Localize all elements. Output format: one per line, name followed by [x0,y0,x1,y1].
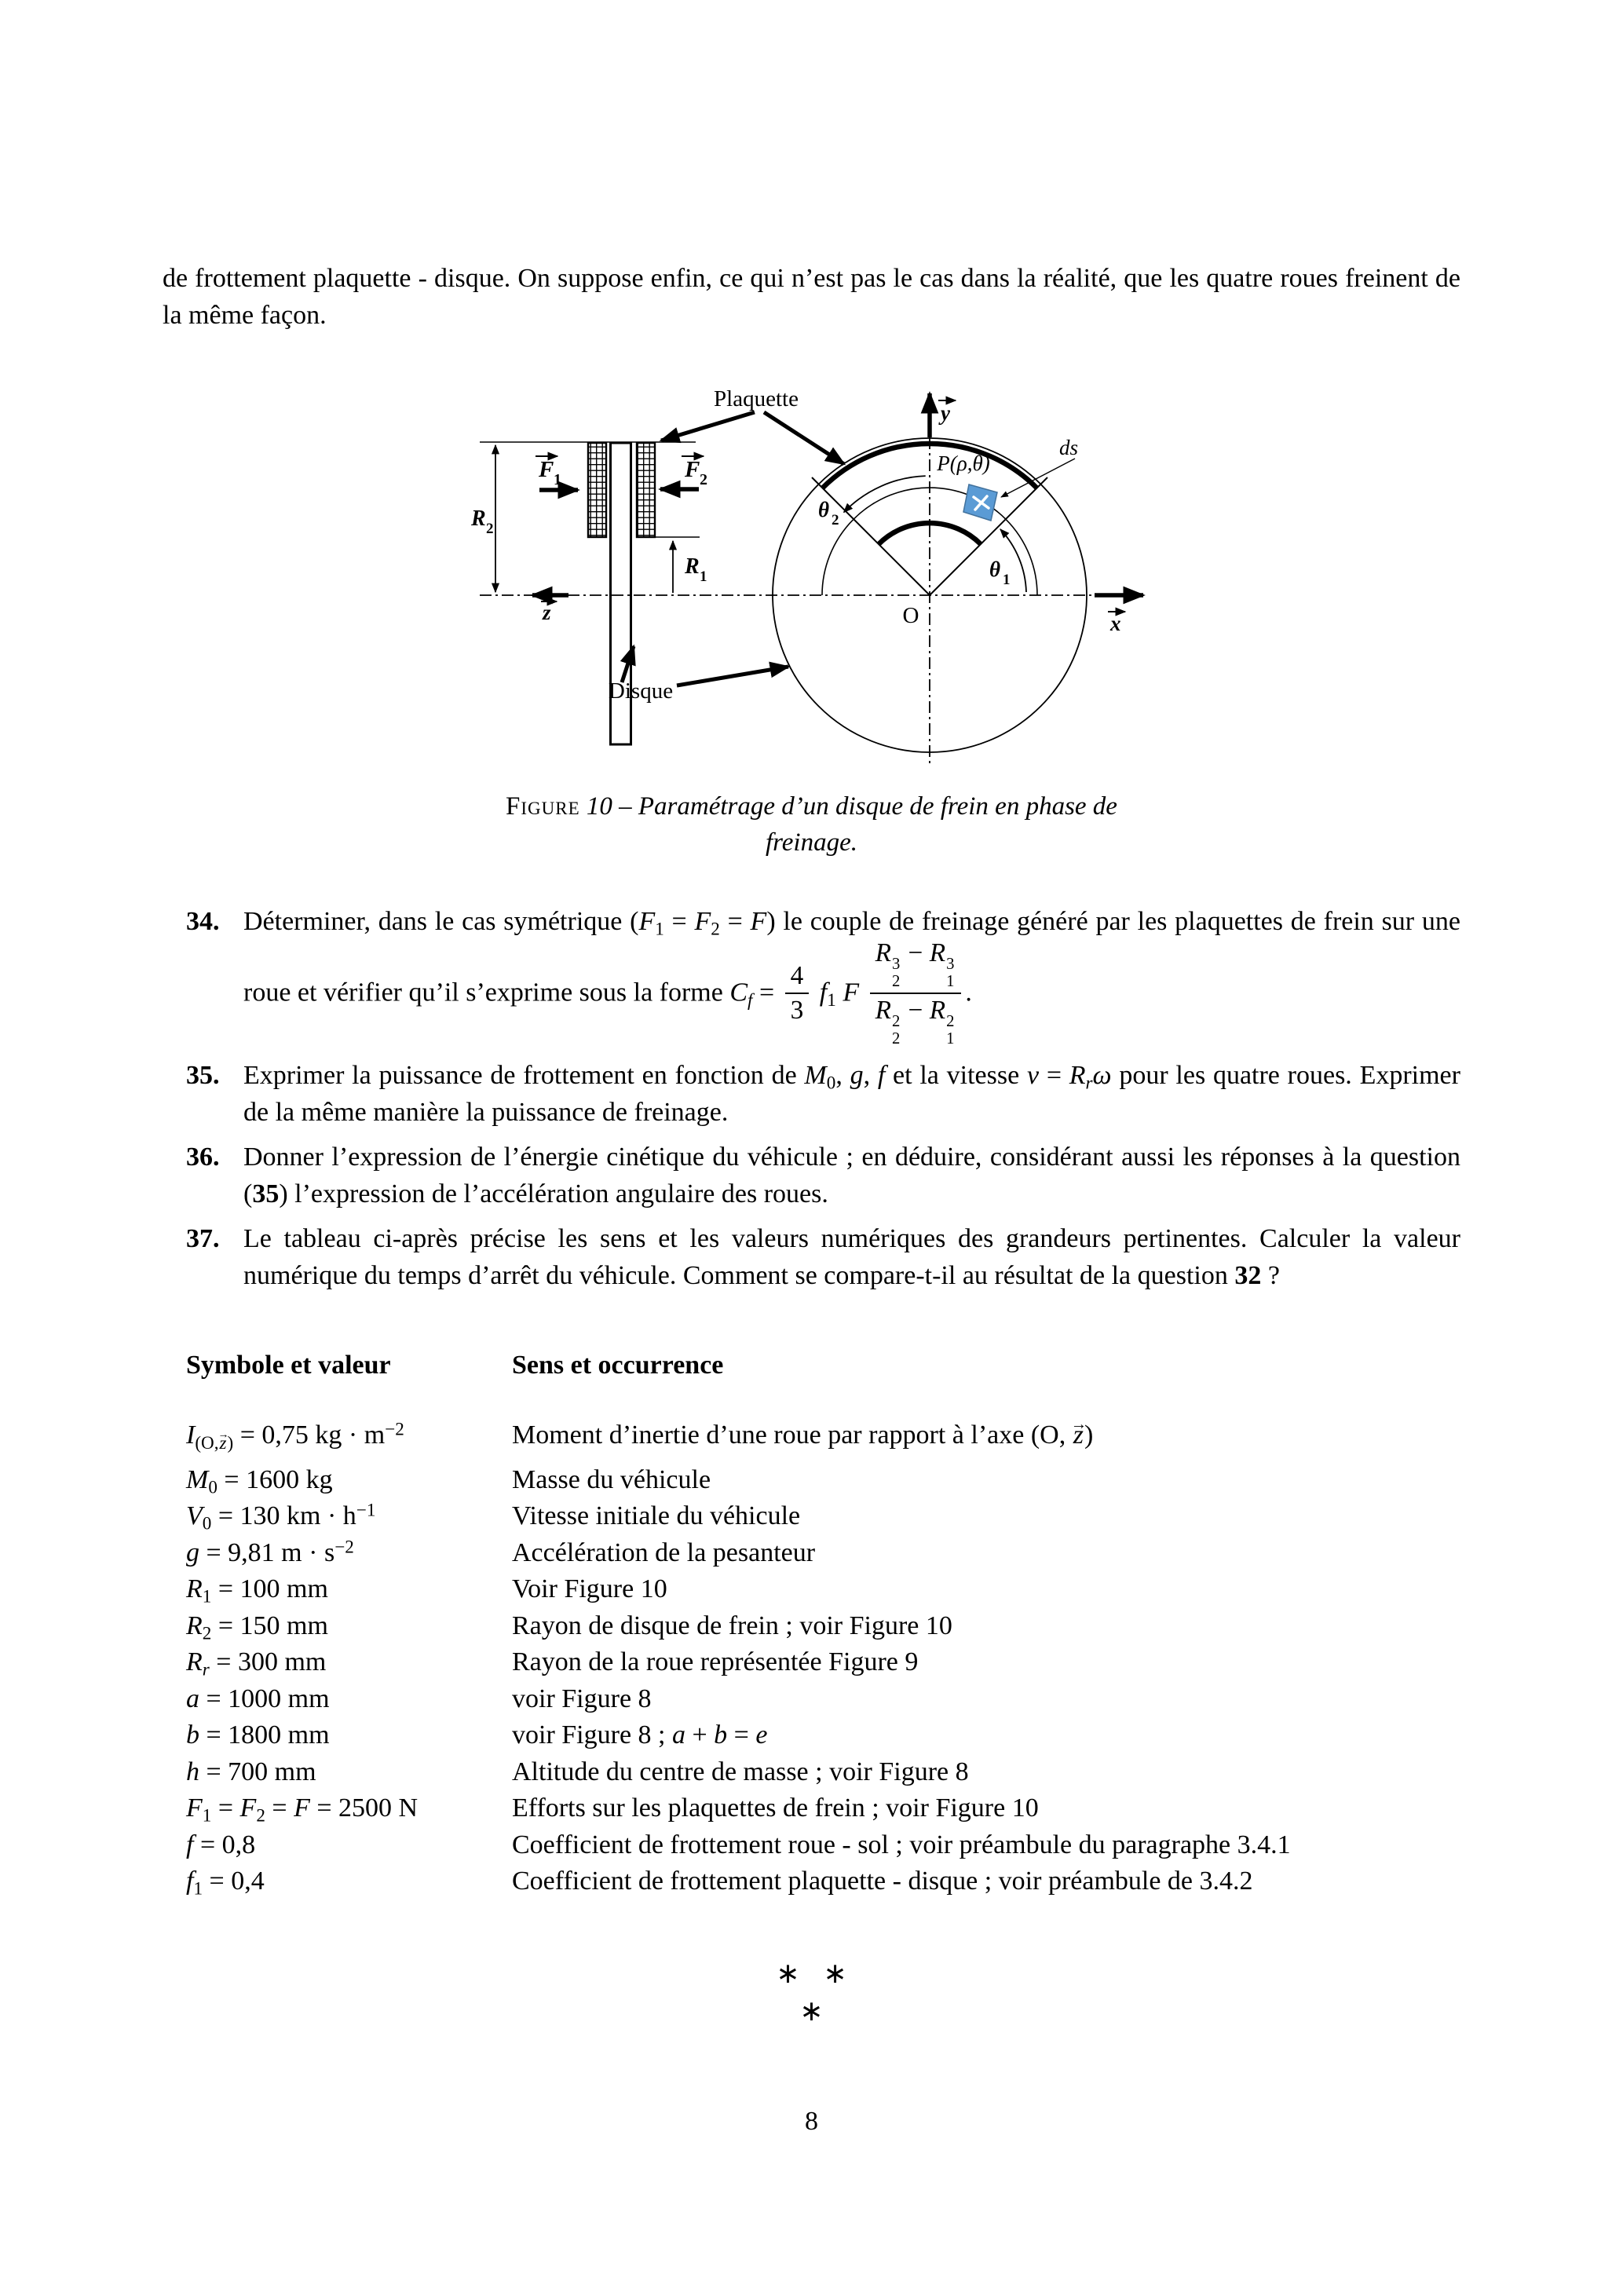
radial-line-theta2 [812,477,930,595]
question-body: Déterminer, dans le cas symétrique $(F_1 = F_2 = F)$ le couple de freinage généré par les plaquettes de frein sur une roue et vérifier qu’il s’exprime sous la forme $C_f$ = $\frac{4}{3}$ $f_1$ F R 3 2 − R 3 1 R 2 2 − R 2 1 . [243,907,1460,1047]
question-number: 34. [186,907,220,936]
meaning-cell: Masse du véhicule [512,1464,711,1494]
figure-caption-name: Figure [506,792,580,821]
question-37 [163,1220,1460,1294]
table-header-row [186,1347,1460,1384]
meaning-cell: Rayon de disque de frein ; voir Figure 10 [512,1610,952,1640]
question-35 [163,1057,1460,1131]
document-page [163,260,1460,1900]
theta1-label: θ [989,558,1000,581]
origin-label: O [902,603,919,628]
table-row [186,1535,1460,1572]
table-row [186,1863,1460,1900]
plaquette-arrow-left [661,412,755,441]
column-header-symbol: Symbole et valeur [186,1351,391,1380]
question-body: Donner l’expression de l’énergie cinétique du véhicule ; en déduire, considérant aussi les réponses à la question (35) l’expression de l’accélération angulaire des roues. [243,1143,1460,1209]
symbol-cell: g = 9,81 $m \cdot s^{-2}$ [186,1537,354,1567]
f1-label: F [538,457,554,482]
r1-label-sub: 1 [699,569,707,585]
theta2-label: θ [817,498,829,521]
right-brake-pad [637,443,655,537]
table-row [186,1717,1460,1754]
table-row [186,1498,1460,1535]
question-body: Exprimer la puissance de frottement en fonction de $M_0$, g, f et la vitesse $v = R_r\omega$ pour les quatre roues. Exprimer de la même manière la puissance de freinage. [243,1061,1460,1128]
symbol-cell: $R_2 = 150$ mm [186,1610,328,1644]
table-row [186,1827,1460,1864]
r1-label: R [684,554,700,579]
f1-label-sub: 1 [553,471,561,488]
symbol-cell: b = 1800 mm [186,1720,330,1750]
symbol-cell: $F_1 = F_2 = F = 2500$ N [186,1793,419,1826]
plaquette-arrow-right [764,412,844,464]
table-row [186,1644,1460,1681]
f2-label: F [684,457,700,482]
meaning-cell: Altitude du centre de masse ; voir Figure 8 [512,1757,969,1786]
question-body: Le tableau ci-après précise les sens et les valeurs numériques des grandeurs pertinentes. Calculer la valeur numérique du temps d’arrêt du véhicule. Comment se compare-t-il au résultat de la question 32 ? [243,1224,1460,1291]
ds-label: ds [1058,436,1078,459]
symbol-cell: $f_1 = 0,4$ [186,1866,265,1899]
symbol-cell: f = 0,8 [186,1830,256,1859]
left-brake-pad [588,443,606,537]
intro-paragraph: de frottement plaquette - disque. On suppose enfin, ce qui n’est pas le cas dans la réalité, que les quatre roues freinent de la même façon. [163,264,1460,330]
meaning-cell: Accélération de la pesanteur [512,1537,816,1567]
symbol-cell: a = 1000 mm [186,1684,330,1713]
theta2-angle-arc [843,476,925,512]
figure-10 [466,370,1157,861]
plaquette-label: Plaquette [713,386,799,411]
star-separator-row-1 [0,1959,1623,1987]
f2-label-sub: 2 [699,471,707,488]
symbol-cell: $R_1 = 100$ mm [186,1574,328,1607]
table-row [186,1790,1460,1827]
symbol-cell: $I_{(O,z)} = 0,75$ kg · $m^{-2}$ [186,1420,404,1453]
question-36 [163,1139,1460,1212]
point-p-label: P(ρ,θ) [936,452,990,475]
brake-disc-diagram [466,370,1157,766]
meaning-cell: Vitesse initiale du véhicule [512,1501,801,1531]
column-header-meaning: Sens et occurrence [512,1351,724,1380]
meaning-cell: Voir Figure 10 [512,1574,667,1604]
question-number: 36. [186,1143,220,1172]
page-footer [0,1959,1623,2136]
meaning-cell: voir Figure 8 ; a + b = e [512,1720,768,1750]
r2-label-sub: 2 [485,521,493,537]
meaning-cell: Rayon de la roue représentée Figure 9 [512,1647,919,1677]
star-icon: ∗ [776,1958,800,1989]
meaning-cell: Coefficient de frottement roue - sol ; voir préambule du paragraphe 3.4.1 [512,1830,1291,1859]
figure-caption-number: 10 [586,792,612,821]
symbol-cell: $M_0 = 1600$ kg [186,1464,333,1498]
table-row [186,1417,1460,1454]
table-row [186,1571,1460,1608]
star-icon: ∗ [799,1995,824,2027]
table-row [186,1462,1460,1499]
ds-pointer-line [1001,459,1075,497]
x-axis-label: x [1109,612,1120,635]
r2-label: R [470,506,486,531]
disque-arrow-right [677,667,788,686]
theta1-label-sub: 1 [1002,572,1010,588]
table-row [186,1608,1460,1645]
meaning-cell: voir Figure 8 [512,1684,652,1713]
theta2-label-sub: 2 [831,512,839,528]
disque-label: Disque [608,678,673,704]
values-table [163,1347,1460,1900]
table-row [186,1681,1460,1718]
meaning-cell: Efforts sur les plaquettes de frein ; voir Figure 10 [512,1793,1039,1823]
symbol-cell: $R_r = 300$ mm [186,1647,327,1680]
symbol-cell: $V_0 = 130$ km · $h^{-1}$ [186,1501,376,1534]
z-axis-label: z [542,601,551,624]
meaning-cell: Coefficient de frottement plaquette - disque ; voir préambule de 3.4.2 [512,1866,1253,1896]
y-axis-label: y [940,401,950,425]
star-separator-row-2 [0,1997,1623,2025]
question-34 [163,903,1460,1049]
question-number: 35. [186,1061,220,1091]
question-list [163,903,1460,1294]
meaning-cell: Moment d’inertie d’une roue par rapport à l’axe (O, z →) [512,1417,1460,1454]
star-icon: ∗ [823,1958,847,1989]
question-number: 37. [186,1224,220,1254]
symbol-cell: h = 700 mm [186,1757,316,1786]
table-row [186,1754,1460,1791]
table-body [163,1417,1460,1900]
figure-caption [466,788,1157,861]
figure-caption-text: – Paramétrage d’un disque de frein en phase de freinage. [619,792,1117,857]
page-number: 8 [805,2107,818,2136]
